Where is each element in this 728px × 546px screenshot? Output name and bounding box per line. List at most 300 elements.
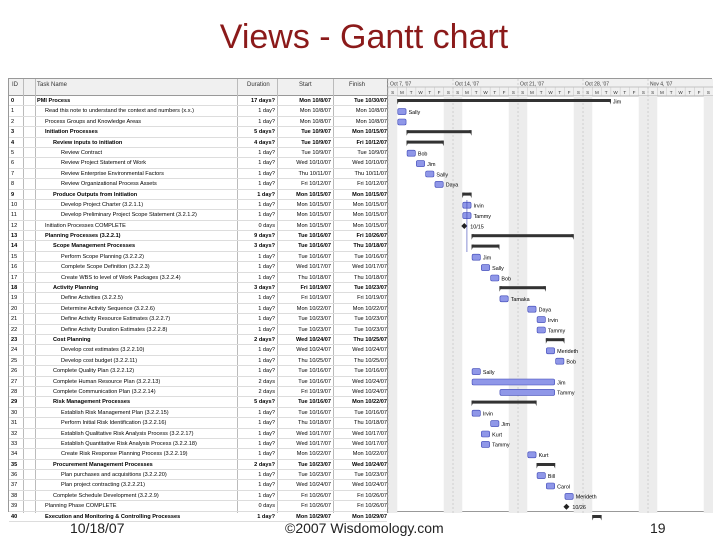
page-number: 19: [650, 520, 666, 536]
task-finish: Tue 10/23/07: [354, 316, 387, 323]
task-id: 17: [11, 274, 18, 281]
task-start: Tue 10/16/07: [298, 233, 331, 240]
resource-label: Carol: [557, 484, 571, 491]
table-row[interactable]: [9, 491, 387, 501]
table-row[interactable]: [9, 158, 387, 168]
day-label: T: [669, 90, 673, 95]
task-name: Develop cost estimates (3.2.2.10): [61, 347, 145, 354]
table-row[interactable]: [9, 106, 387, 116]
task-start: Mon 10/8/07: [299, 98, 331, 104]
task-duration: 1 day?: [258, 430, 275, 437]
task-table: [9, 96, 387, 522]
task-start: Fri 10/26/07: [301, 503, 331, 510]
day-label: S: [521, 90, 525, 95]
task-finish: Tue 10/23/07: [354, 472, 387, 479]
day-label: W: [678, 90, 683, 95]
task-id: 26: [11, 368, 18, 375]
task-name: Develop Project Charter (3.2.1.1): [61, 201, 144, 208]
task-id: 16: [11, 264, 18, 271]
task-bar: [537, 317, 545, 323]
gantt-view: [8, 78, 712, 520]
task-start: Tue 10/16/07: [298, 378, 331, 385]
task-start: Fri 10/19/07: [301, 388, 331, 395]
day-label: F: [437, 90, 441, 95]
task-name: Review Organizational Process Assets: [61, 181, 157, 188]
task-finish: Mon 10/15/07: [352, 212, 387, 219]
task-duration: 1 day?: [258, 357, 275, 364]
task-start: Mon 10/22/07: [296, 451, 331, 458]
task-start: Fri 10/19/07: [300, 285, 331, 292]
summary-bar: [546, 338, 565, 341]
gantt-chart: [388, 79, 713, 513]
task-id: 35: [11, 461, 18, 468]
task-start: Mon 10/22/07: [296, 305, 331, 312]
task-start: Thu 10/18/07: [298, 274, 331, 281]
task-id: 30: [11, 409, 18, 416]
table-row[interactable]: [9, 366, 387, 376]
task-bar: [435, 181, 443, 187]
day-label: T: [688, 90, 692, 95]
weekend-shading: [639, 96, 648, 513]
task-id: 38: [11, 492, 18, 499]
task-duration: 2 days: [258, 378, 275, 385]
task-bar: [472, 369, 480, 375]
table-row[interactable]: [9, 314, 387, 324]
task-bar: [500, 296, 508, 302]
task-finish: Mon 10/15/07: [352, 191, 387, 198]
resource-label: Sally: [408, 109, 421, 116]
resource-label: Jim: [557, 380, 566, 387]
table-row[interactable]: [9, 304, 387, 314]
table-row[interactable]: [9, 190, 387, 200]
summary-bar: [407, 130, 472, 133]
summary-bar: [499, 286, 545, 289]
resource-label: Tamaka: [510, 297, 530, 304]
task-name: Produce Outputs from Initiation: [53, 191, 138, 198]
task-id: 5: [11, 149, 15, 156]
task-duration: 1 day?: [258, 160, 275, 167]
table-row[interactable]: [9, 325, 387, 335]
task-bar: [398, 109, 406, 115]
task-finish: Wed 10/17/07: [352, 440, 387, 447]
task-finish: Tue 10/30/07: [354, 98, 387, 104]
table-row[interactable]: [9, 470, 387, 480]
task-bar: [528, 452, 536, 458]
task-finish: Thu 10/11/07: [354, 170, 387, 177]
resource-label: Bob: [417, 151, 428, 158]
task-finish: Tue 10/16/07: [354, 368, 387, 375]
table-row[interactable]: [9, 210, 387, 220]
task-id: 0: [11, 98, 15, 104]
table-row[interactable]: [9, 449, 387, 459]
resource-label: Kurt: [538, 453, 549, 460]
resource-label: 10/15: [470, 224, 484, 231]
task-id: 11: [11, 212, 17, 219]
task-start: Mon 10/15/07: [296, 212, 331, 219]
day-label: S: [641, 90, 645, 95]
task-id: 39: [11, 503, 18, 510]
footer-copyright: ©2007 Wisdomology.com: [285, 520, 444, 536]
table-row[interactable]: [9, 252, 387, 262]
task-id: 8: [11, 181, 15, 188]
table-row[interactable]: [9, 501, 387, 511]
footer-date: 10/18/07: [70, 520, 125, 536]
task-start: Tue 10/23/07: [298, 316, 331, 323]
task-name: Process Groups and Knowledge Areas: [45, 118, 142, 125]
task-name: Procurement Management Processes: [53, 461, 153, 468]
task-start: Mon 10/15/07: [296, 201, 331, 208]
task-start: Fri 10/12/07: [301, 181, 331, 188]
resource-label: Tammy: [547, 328, 566, 335]
slide-title: Views - Gantt chart: [219, 18, 509, 56]
task-bar: [472, 410, 480, 416]
task-duration: 4 days?: [254, 139, 275, 146]
week-label: Oct 21, '07: [520, 81, 545, 88]
week-label: Nov 4, '07: [650, 81, 673, 88]
task-start: Tue 10/23/07: [298, 472, 331, 479]
day-label: M: [465, 90, 469, 95]
task-finish: Thu 10/25/07: [353, 336, 387, 343]
day-label: S: [651, 90, 655, 95]
task-finish: Mon 10/15/07: [352, 129, 387, 136]
task-start: Fri 10/26/07: [301, 492, 331, 499]
task-bar: [416, 161, 424, 167]
task-bar: [398, 119, 406, 125]
day-label: M: [595, 90, 599, 95]
table-row[interactable]: [9, 387, 387, 397]
task-duration: 1 day?: [258, 440, 275, 447]
task-duration: 0 days: [258, 503, 275, 510]
table-row[interactable]: [9, 169, 387, 179]
day-label: W: [613, 90, 618, 95]
task-bar: [481, 265, 489, 271]
task-finish: Wed 10/24/07: [352, 388, 387, 395]
task-start: Tue 10/16/07: [298, 399, 331, 406]
task-bar: [426, 171, 434, 177]
task-bar: [546, 348, 554, 354]
table-row[interactable]: [9, 117, 387, 127]
summary-bar: [472, 401, 537, 404]
week-label: Oct 7, '07: [390, 81, 412, 88]
weekend-shading: [583, 96, 592, 513]
task-duration: 1 day?: [258, 492, 275, 499]
table-row[interactable]: [9, 231, 387, 241]
table-row[interactable]: [9, 408, 387, 418]
resource-label: Daya: [538, 307, 552, 314]
table-row[interactable]: [9, 283, 387, 293]
resource-label: Daya: [445, 182, 459, 189]
task-id: 20: [11, 305, 18, 312]
weekend-shading: [518, 96, 527, 513]
task-start: Thu 10/25/07: [298, 357, 331, 364]
task-duration: 1 day?: [258, 305, 275, 312]
day-label: S: [456, 90, 460, 95]
task-id: 1: [11, 108, 15, 115]
task-id: 34: [11, 451, 18, 458]
table-row[interactable]: [9, 138, 387, 148]
table-row[interactable]: [9, 179, 387, 189]
task-name: Review Contract: [61, 149, 103, 156]
resource-label: Irvin: [473, 203, 484, 210]
table-row[interactable]: [9, 335, 387, 345]
task-duration: 5 days?: [254, 129, 275, 136]
task-id: 7: [11, 170, 15, 177]
resource-label: Sally: [436, 172, 449, 179]
task-duration: 1 day?: [258, 295, 275, 302]
task-start: Wed 10/24/07: [296, 347, 331, 354]
resource-label: Jim: [427, 161, 436, 168]
task-name: Review Enterprise Environmental Factors: [61, 170, 164, 177]
week-label: Oct 14, '07: [455, 81, 480, 88]
task-duration: 1 day?: [258, 451, 275, 458]
task-duration: 1 day?: [258, 253, 275, 260]
task-finish: Wed 10/24/07: [351, 461, 387, 468]
header-start: Start: [299, 82, 312, 88]
task-start: Tue 10/16/07: [298, 409, 331, 416]
task-finish: Mon 10/22/07: [352, 399, 387, 406]
task-finish: Mon 10/29/07: [352, 513, 387, 520]
task-finish: Tue 10/23/07: [354, 285, 387, 292]
task-duration: 1 day?: [258, 316, 275, 323]
task-id: 37: [11, 482, 18, 489]
task-name: Complete Human Resource Plan (3.2.2.13): [53, 378, 161, 385]
resource-label: Irvin: [482, 411, 494, 418]
task-duration: 1 day?: [258, 326, 275, 333]
task-start: Tue 10/9/07: [301, 139, 331, 146]
resource-label: Merideth: [575, 494, 597, 501]
task-id: 19: [11, 295, 18, 302]
milestone-marker: [563, 504, 569, 510]
weekend-shading: [509, 96, 518, 513]
task-start: Tue 10/9/07: [301, 149, 331, 156]
day-label: T: [623, 90, 627, 95]
task-start: Wed 10/17/07: [296, 264, 331, 271]
task-finish: Thu 10/18/07: [354, 274, 387, 281]
task-name: Create WBS to level of Work Packages (3.2.2.4): [61, 274, 181, 281]
task-start: Thu 10/11/07: [298, 170, 331, 177]
task-start: Fri 10/19/07: [301, 295, 331, 302]
task-finish: Wed 10/10/07: [352, 160, 387, 167]
task-finish: Tue 10/9/07: [357, 149, 387, 156]
task-id: 28: [11, 388, 18, 395]
task-duration: 1 day?: [258, 201, 275, 208]
resource-label: Sally: [482, 369, 495, 376]
task-name: Planning Processes (3.2.2.1): [45, 233, 121, 240]
table-row[interactable]: [9, 345, 387, 355]
summary-bar: [397, 99, 611, 102]
resource-label: Jim: [612, 99, 622, 106]
task-name: Develop Preliminary Project Scope Statement (3.2.1.2): [61, 212, 197, 219]
table-row[interactable]: [9, 221, 387, 231]
table-row[interactable]: [9, 273, 387, 283]
task-name: Define Activity Duration Estimates (3.2.2.8): [61, 326, 168, 333]
weekend-shading: [453, 96, 462, 513]
task-duration: 1 day?: [258, 409, 275, 416]
task-name: Define Activities (3.2.2.5): [61, 295, 123, 302]
task-start: Wed 10/17/07: [296, 430, 331, 437]
day-label: S: [586, 90, 590, 95]
task-duration: 1 day?: [258, 118, 275, 125]
task-id: 2: [11, 118, 15, 125]
task-name: Read this note to understand the context and numbers (x.x.): [45, 108, 194, 115]
table-row[interactable]: [9, 439, 387, 449]
task-bar: [546, 483, 554, 489]
table-row[interactable]: [9, 377, 387, 387]
day-label: S: [576, 90, 580, 95]
task-name: Cost Planning: [53, 336, 91, 343]
task-duration: 17 days?: [251, 98, 275, 104]
day-label: T: [493, 90, 497, 95]
task-name: Complete Scope Definition (3.2.2.3): [61, 264, 150, 271]
task-finish: Thu 10/18/07: [353, 243, 387, 250]
task-duration: 1 day?: [258, 347, 275, 354]
task-finish: Wed 10/17/07: [352, 430, 387, 437]
table-row[interactable]: [9, 241, 387, 251]
task-duration: 1 day?: [257, 191, 275, 198]
day-label: W: [548, 90, 553, 95]
task-name: Complete Quality Plan (3.2.2.12): [53, 368, 135, 375]
day-label: M: [400, 90, 404, 95]
task-finish: Wed 10/24/07: [352, 482, 387, 489]
task-bar: [491, 421, 499, 427]
resource-label: Tammy: [557, 390, 575, 397]
task-duration: 1 day?: [258, 472, 275, 479]
table-row[interactable]: [9, 262, 387, 272]
task-name: Establish Qualitative Risk Analysis Process (3.2.2.17): [61, 430, 194, 437]
table-row[interactable]: [9, 148, 387, 158]
day-label: S: [446, 90, 450, 95]
task-name: Scope Management Processes: [53, 243, 136, 250]
task-finish: Mon 10/15/07: [352, 222, 387, 229]
task-name: Develop cost budget (3.2.2.11): [61, 357, 138, 364]
task-id: 3: [11, 129, 15, 136]
task-name: Complete Communication Plan (3.2.2.14): [53, 388, 156, 395]
day-label: T: [539, 90, 543, 95]
task-duration: 1 day?: [258, 274, 275, 281]
task-id: 31: [11, 420, 18, 427]
task-id: 9: [11, 191, 15, 198]
table-row[interactable]: [9, 429, 387, 439]
table-row[interactable]: [9, 460, 387, 470]
task-duration: 1 day?: [258, 368, 275, 375]
resource-label: Bob: [566, 359, 577, 366]
day-label: T: [604, 90, 608, 95]
task-duration: 1 day?: [258, 264, 275, 271]
weekend-shading: [444, 96, 453, 513]
task-id: 25: [11, 357, 18, 364]
task-finish: Mon 10/15/07: [352, 201, 387, 208]
table-row[interactable]: [9, 356, 387, 366]
table-row[interactable]: [9, 96, 387, 106]
summary-bar: [537, 463, 556, 466]
day-label: F: [567, 90, 571, 95]
task-start: Tue 10/16/07: [298, 243, 331, 250]
task-id: 6: [11, 160, 15, 167]
task-name: Plan purchases and acquisitions (3.2.2.20): [61, 472, 167, 479]
task-name: Planning Phase COMPLETE: [45, 503, 117, 510]
task-finish: Tue 10/16/07: [354, 409, 387, 416]
task-duration: 2 days?: [254, 336, 275, 343]
task-duration: 9 days?: [254, 233, 275, 240]
task-start: Mon 10/15/07: [296, 222, 331, 229]
task-name: Determine Activity Sequence (3.2.2.6): [61, 305, 155, 312]
day-label: T: [558, 90, 562, 95]
task-bar: [537, 327, 545, 333]
task-finish: Tue 10/23/07: [354, 326, 387, 333]
day-label: F: [697, 90, 701, 95]
task-finish: Mon 10/22/07: [352, 451, 387, 458]
task-bar: [500, 389, 555, 395]
day-label: S: [391, 90, 395, 95]
day-label: W: [483, 90, 488, 95]
task-start: Mon 10/8/07: [299, 108, 331, 115]
task-duration: 3 days?: [254, 243, 275, 250]
task-id: 15: [11, 253, 18, 260]
task-start: Mon 10/15/07: [296, 191, 331, 198]
gantt-chart-canvas: [388, 79, 713, 513]
task-name: Initiation Processes COMPLETE: [45, 222, 126, 229]
resource-label: Merideth: [557, 349, 579, 356]
task-duration: 1 day?: [258, 170, 275, 177]
task-duration: 2 days: [258, 388, 275, 395]
table-row[interactable]: [9, 293, 387, 303]
task-name: Perform Scope Planning (3.2.2.2): [61, 253, 145, 260]
table-row[interactable]: [9, 127, 387, 137]
table-header: [9, 79, 387, 96]
task-finish: Thu 10/18/07: [354, 420, 387, 427]
task-name: Create Risk Response Planning Process (3.2.2.19): [61, 451, 188, 458]
task-finish: Fri 10/12/07: [357, 181, 387, 188]
task-id: 33: [11, 440, 18, 447]
task-name: Establish Quantitative Risk Analysis Process (3.2.2.18): [61, 440, 197, 447]
task-name: Execution and Monitoring & Controlling Processes: [45, 513, 181, 520]
task-duration: 1 day?: [258, 149, 275, 156]
resource-label: Bill: [547, 473, 556, 480]
task-id: 12: [11, 222, 18, 229]
task-finish: Fri 10/12/07: [356, 139, 387, 146]
task-duration: 1 day?: [258, 181, 275, 188]
task-name: Define Activity Resource Estimates (3.2.2.7): [61, 316, 171, 323]
day-label: F: [502, 90, 506, 95]
task-finish: Fri 10/26/07: [356, 233, 387, 240]
task-duration: 0 days: [258, 222, 275, 229]
task-finish: Mon 10/8/07: [355, 118, 387, 125]
header-id: ID: [12, 82, 18, 88]
task-name: Review inputs to initiation: [53, 139, 123, 146]
task-name: Complete Schedule Development (3.2.2.9): [53, 492, 159, 499]
task-bar: [481, 441, 489, 447]
resource-label: 10/26: [572, 505, 586, 512]
resource-label: Irvin: [547, 317, 559, 324]
task-duration: 1 day?: [258, 108, 275, 115]
table-row[interactable]: [9, 480, 387, 490]
day-label: S: [706, 90, 710, 95]
task-bar: [472, 379, 555, 385]
task-duration: 5 days?: [254, 399, 275, 406]
task-bar: [537, 473, 545, 479]
table-row[interactable]: [9, 397, 387, 407]
day-label: F: [632, 90, 636, 95]
task-finish: Wed 10/24/07: [352, 378, 387, 385]
task-id: 29: [11, 399, 18, 406]
resource-label: Tammy: [492, 442, 510, 449]
task-duration: 1 day?: [258, 212, 275, 219]
table-row[interactable]: [9, 200, 387, 210]
day-label: W: [418, 90, 423, 95]
table-row[interactable]: [9, 418, 387, 428]
task-start: Tue 10/9/07: [301, 129, 331, 136]
task-id: 4: [11, 139, 15, 146]
